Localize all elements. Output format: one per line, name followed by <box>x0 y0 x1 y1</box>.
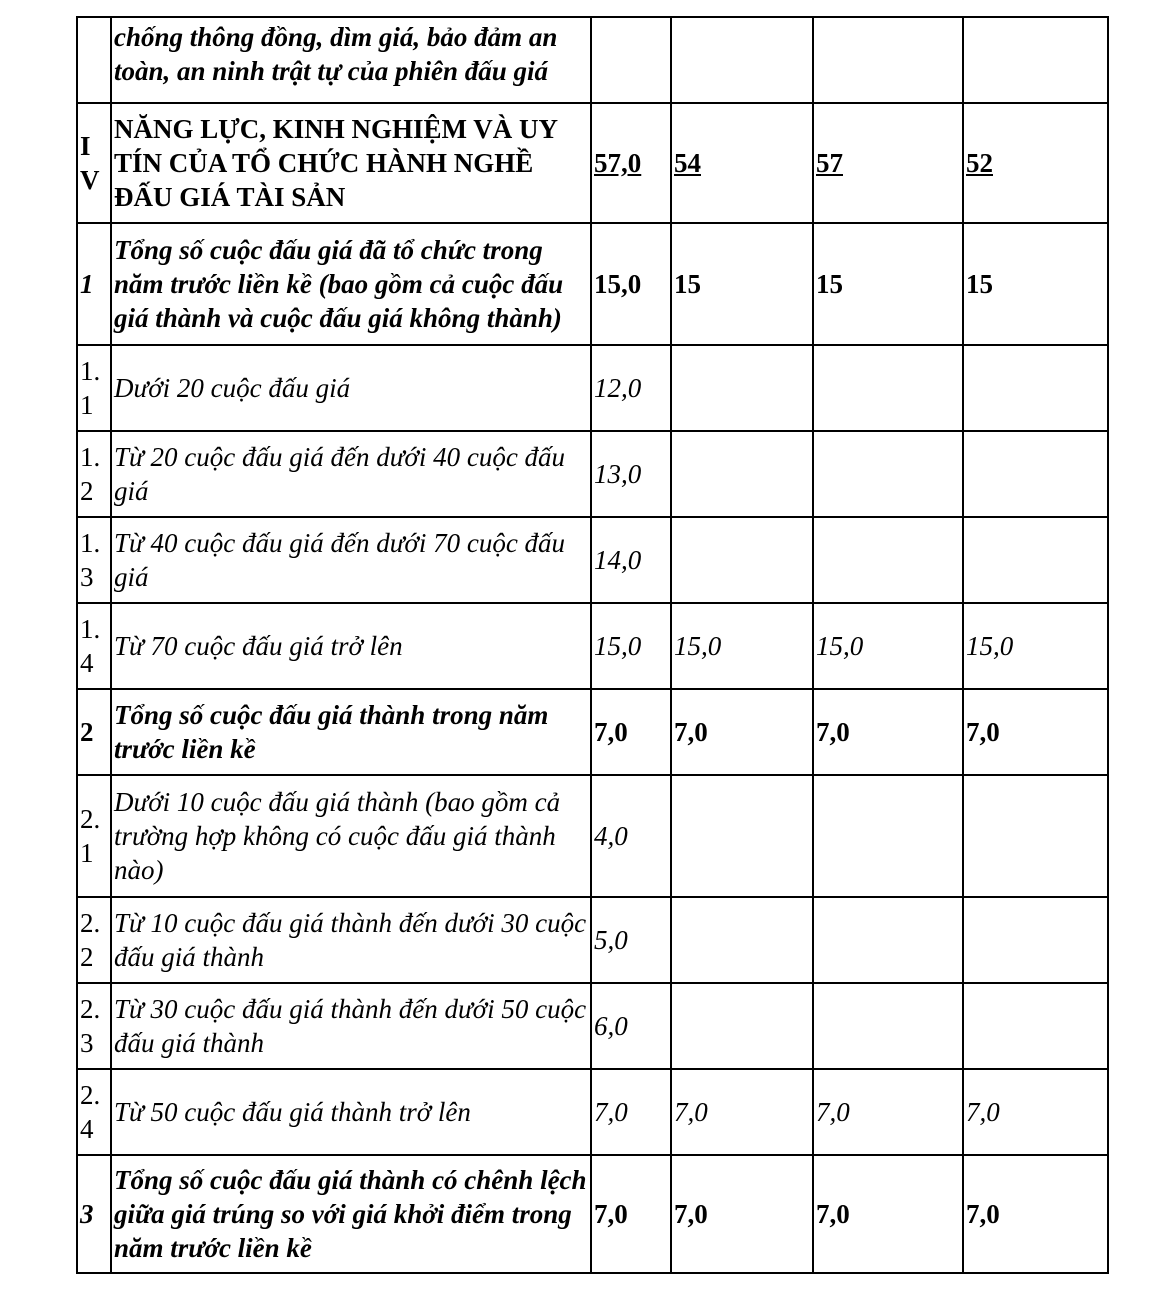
criterion-description: Tổng số cuộc đấu giá đã tổ chức trong năm trước liền kề (bao gồm cả cuộc đấu giá thành và cuộc đấu giá không thành) <box>111 223 591 345</box>
score-a: 7,0 <box>671 1069 813 1155</box>
score-a <box>671 431 813 517</box>
max-score: 5,0 <box>591 897 671 983</box>
score-c <box>963 775 1108 897</box>
score-b: 7,0 <box>813 1069 963 1155</box>
score-b <box>813 431 963 517</box>
score-b <box>813 897 963 983</box>
table-row <box>77 689 1108 775</box>
score-b: 7,0 <box>813 1155 963 1273</box>
table-row <box>77 603 1108 689</box>
score-c <box>963 897 1108 983</box>
score-a <box>671 345 813 431</box>
criterion-description: Tổng số cuộc đấu giá thành có chênh lệch giữa giá trúng so với giá khởi điểm trong năm trước liền kề <box>111 1155 591 1273</box>
score-a: 7,0 <box>671 1155 813 1273</box>
max-score: 13,0 <box>591 431 671 517</box>
table-row <box>77 775 1108 897</box>
row-number: 1. 3 <box>77 517 111 603</box>
max-score: 4,0 <box>591 775 671 897</box>
table-row <box>77 345 1108 431</box>
score-a <box>671 517 813 603</box>
criterion-description: Từ 50 cuộc đấu giá thành trở lên <box>111 1069 591 1155</box>
table-row <box>77 1069 1108 1155</box>
criterion-description: Từ 40 cuộc đấu giá đến dưới 70 cuộc đấu giá <box>111 517 591 603</box>
max-score: 15,0 <box>591 223 671 345</box>
score-a: 15,0 <box>671 603 813 689</box>
max-score: 6,0 <box>591 983 671 1069</box>
score-c: 7,0 <box>963 1069 1108 1155</box>
score-b: 7,0 <box>813 689 963 775</box>
score-a <box>671 983 813 1069</box>
score-c <box>963 517 1108 603</box>
score-b: 57 <box>813 103 963 223</box>
row-number: 2. 1 <box>77 775 111 897</box>
score-a <box>671 897 813 983</box>
max-score: 7,0 <box>591 689 671 775</box>
row-number: 2. 3 <box>77 983 111 1069</box>
row-number: 2. 2 <box>77 897 111 983</box>
score-b: 15,0 <box>813 603 963 689</box>
criterion-description: NĂNG LỰC, KINH NGHIỆM VÀ UY TÍN CỦA TỔ CHỨC HÀNH NGHỀ ĐẤU GIÁ TÀI SẢN <box>111 103 591 223</box>
table-row <box>77 517 1108 603</box>
criterion-description: Từ 70 cuộc đấu giá trở lên <box>111 603 591 689</box>
max-score: 15,0 <box>591 603 671 689</box>
table-row <box>77 17 1108 103</box>
row-number: 1. 2 <box>77 431 111 517</box>
max-score: 57,0 <box>591 103 671 223</box>
score-a <box>671 17 813 103</box>
row-number: 1. 4 <box>77 603 111 689</box>
score-c <box>963 345 1108 431</box>
table-row <box>77 223 1108 345</box>
criterion-description: Từ 10 cuộc đấu giá thành đến dưới 30 cuộc đấu giá thành <box>111 897 591 983</box>
max-score: 7,0 <box>591 1155 671 1273</box>
max-score: 12,0 <box>591 345 671 431</box>
score-b <box>813 775 963 897</box>
score-b <box>813 983 963 1069</box>
score-c: 7,0 <box>963 1155 1108 1273</box>
row-number: 2. 4 <box>77 1069 111 1155</box>
score-c <box>963 431 1108 517</box>
row-number: 2 <box>77 689 111 775</box>
table-row <box>77 897 1108 983</box>
row-number <box>77 17 111 103</box>
score-c: 15 <box>963 223 1108 345</box>
score-b <box>813 345 963 431</box>
criterion-description: Từ 30 cuộc đấu giá thành đến dưới 50 cuộc đấu giá thành <box>111 983 591 1069</box>
score-c: 15,0 <box>963 603 1108 689</box>
score-b: 15 <box>813 223 963 345</box>
score-b <box>813 517 963 603</box>
score-c: 52 <box>963 103 1108 223</box>
score-c: 7,0 <box>963 689 1108 775</box>
criterion-description: Dưới 20 cuộc đấu giá <box>111 345 591 431</box>
score-b <box>813 17 963 103</box>
criterion-description: Từ 20 cuộc đấu giá đến dưới 40 cuộc đấu giá <box>111 431 591 517</box>
scoring-table <box>76 16 1109 1274</box>
row-number: 1. 1 <box>77 345 111 431</box>
table-row <box>77 431 1108 517</box>
score-a: 54 <box>671 103 813 223</box>
row-number: IV <box>77 103 111 223</box>
table-row <box>77 1155 1108 1273</box>
criterion-description: chống thông đồng, dìm giá, bảo đảm an toàn, an ninh trật tự của phiên đấu giá <box>111 17 591 103</box>
criterion-description: Dưới 10 cuộc đấu giá thành (bao gồm cả trường hợp không có cuộc đấu giá thành nào) <box>111 775 591 897</box>
table-row <box>77 103 1108 223</box>
score-c <box>963 983 1108 1069</box>
max-score <box>591 17 671 103</box>
score-a: 15 <box>671 223 813 345</box>
score-a <box>671 775 813 897</box>
row-number: 1 <box>77 223 111 345</box>
max-score: 14,0 <box>591 517 671 603</box>
row-number: 3 <box>77 1155 111 1273</box>
score-a: 7,0 <box>671 689 813 775</box>
max-score: 7,0 <box>591 1069 671 1155</box>
table-row <box>77 983 1108 1069</box>
criterion-description: Tổng số cuộc đấu giá thành trong năm trước liền kề <box>111 689 591 775</box>
score-c <box>963 17 1108 103</box>
